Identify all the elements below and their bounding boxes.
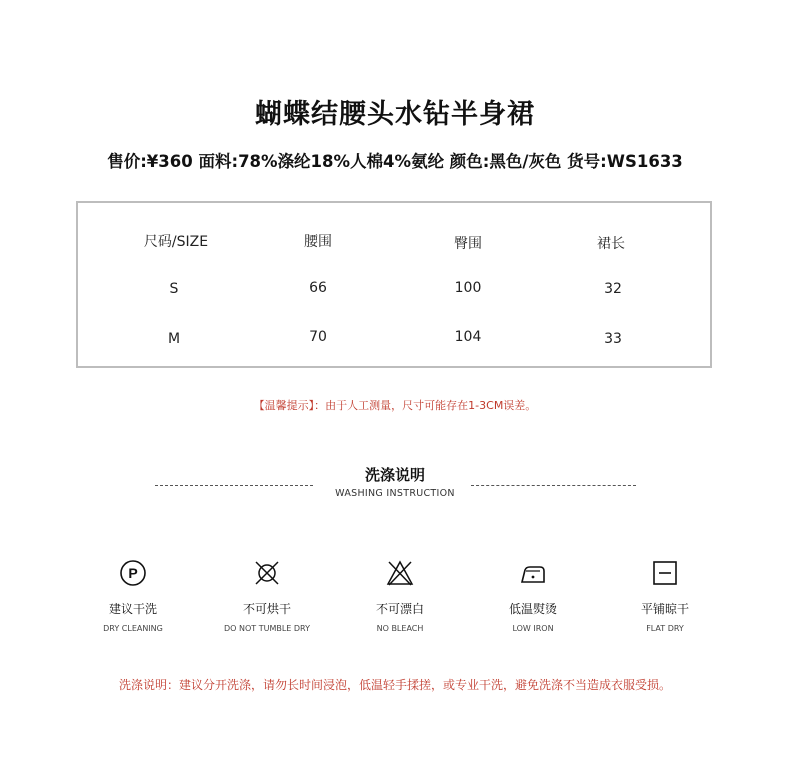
table-cell-length: 32 [604, 281, 622, 297]
size-header-waist: 腰围 [304, 234, 332, 250]
size-header-size: 尺码/SIZE [143, 234, 209, 250]
table-cell-size: S [169, 281, 179, 297]
divider-right [471, 485, 636, 486]
table-cell-length: 33 [604, 331, 622, 347]
divider-left [155, 485, 313, 486]
care-en-low-iron: LOW IRON [512, 624, 554, 633]
measurement-tip: 【温馨提示】：由于人工测量，尺寸可能存在1-3CM误差。 [253, 399, 537, 412]
product-title: 蝴蝶结腰头水钻半身裙 [255, 99, 535, 130]
no-tumble-dry-icon [252, 558, 282, 588]
care-label-low-iron: 低温熨烫 [508, 602, 558, 616]
care-label-no-tumble-dry: 不可烘干 [242, 602, 292, 616]
size-header-length: 裙长 [597, 236, 625, 252]
product-info: 售价:¥360 面料:78%涤纶18%人棉4%氨纶 颜色:黑色/灰色 货号:WS1633 [107, 152, 683, 171]
care-label-dry-cleaning: 建议干洗 [108, 602, 158, 616]
care-en-flat-dry: FLAT DRY [646, 624, 684, 633]
size-table [76, 201, 712, 368]
care-en-no-tumble-dry: DO NOT TUMBLE DRY [224, 624, 310, 633]
size-header-hip: 臀围 [454, 236, 482, 252]
svg-text:P: P [128, 565, 138, 581]
table-cell-hip: 100 [454, 280, 482, 296]
care-label-flat-dry: 平铺晾干 [640, 602, 690, 616]
no-bleach-icon [385, 558, 415, 588]
care-en-no-bleach: NO BLEACH [376, 624, 424, 633]
table-cell-hip: 104 [454, 329, 482, 345]
care-label-no-bleach: 不可漂白 [375, 602, 425, 616]
washing-note: 洗涤说明：建议分开洗涤，请勿长时间浸泡，低温轻手揉搓，或专业干洗，避免洗涤不当造成衣服受损。 [118, 678, 671, 692]
flat-dry-icon [650, 558, 680, 588]
table-cell-waist: 66 [309, 280, 327, 296]
low-iron-icon [518, 558, 548, 588]
washing-subtitle: WASHING INSTRUCTION [335, 488, 455, 499]
care-en-dry-cleaning: DRY CLEANING [103, 624, 163, 633]
washing-title: 洗涤说明 [364, 466, 425, 484]
table-cell-size: M [167, 331, 181, 347]
dry-cleaning-icon [118, 558, 148, 588]
table-cell-waist: 70 [309, 329, 327, 345]
